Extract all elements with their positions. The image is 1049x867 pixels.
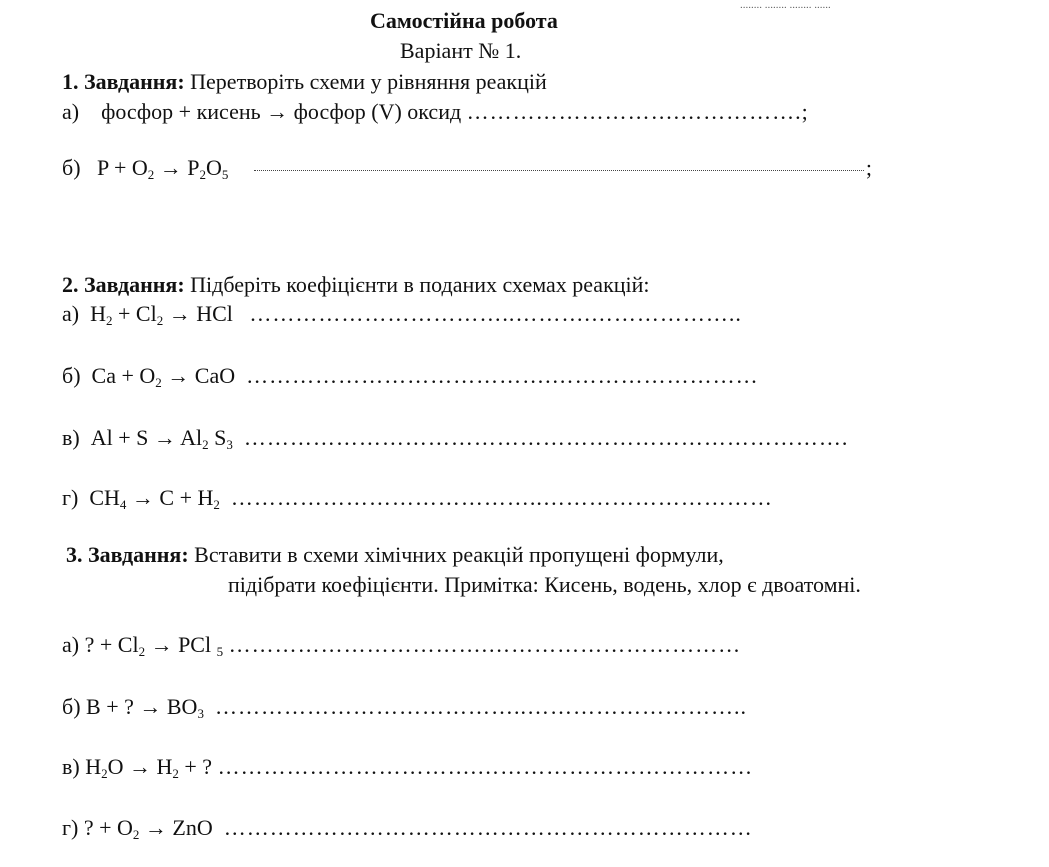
task1-b-label: б) (62, 155, 81, 180)
task2-heading: 2. Завдання: (62, 272, 185, 297)
top-note: ........ ........ ........ ...... (740, 0, 831, 11)
task2-c-formula: $Al + S \to Al_2$ $S_3$ (90, 425, 233, 452)
task3-a-formula: ? + $Cl_2$ → PCl $_5$ (84, 632, 224, 659)
task3-heading: 3. Завдання: (66, 542, 189, 567)
task1-b-dotted-line (254, 169, 864, 171)
task2-d-formula: $CH_4 \to C + H_2$ (89, 485, 220, 512)
page-title: Самостійна робота (370, 8, 558, 33)
task2-item-b: б) $Ca + O_2$ → CaO ………………………………….……………………… (62, 363, 759, 390)
task2-item-a: а) $H_2 + Cl_2$ → HCl ……………………………..……….……………….. (62, 301, 742, 328)
task3-item-b: б) B + ? → $BO_3$ …………………………………..……………………….. (62, 694, 747, 721)
task2-item-c: в) $Al + S \to Al_2$ $S_3$ ……………………………………………………………………. (62, 425, 849, 452)
task1-b-formula: $P + O_2 \to P_2O_5$ (97, 155, 229, 182)
task3-item-a: а) ? + $Cl_2$ → PCl $_5$ …………………………….…………………………… (62, 632, 742, 659)
task3-item-d: г) ? + $O_2$ → ZnO …………………………………………………………… (62, 815, 753, 842)
task2-a-formula: $H_2 + Cl_2$ → HCl (90, 301, 233, 328)
task3-c-formula: $H_2O \to H_2$ + ? (85, 754, 213, 781)
task1-item-b (62, 155, 873, 182)
task2-heading-line (62, 274, 650, 296)
task1-item-a (62, 101, 809, 123)
task1-heading: 1. Завдання: (62, 69, 185, 94)
task3-item-c: в) $H_2O \to H_2$ + ? …………………………….……………………………… (62, 754, 754, 781)
task3-text2: підібрати коефіцієнти. Примітка: Кисень, водень, хлор є двоатомні. (228, 572, 861, 597)
task1-a-scheme: фосфор + кисень → фосфор (V) оксид (101, 99, 462, 124)
task2-item-d: г) $CH_4 \to C + H_2$ …………………………………..………………………… (62, 485, 773, 512)
task3-d-formula: ? + $O_2$ → ZnO (83, 815, 213, 842)
task3-b-formula: B + ? → $BO_3$ (86, 694, 204, 721)
variant-label: Варіант № 1. (400, 38, 522, 63)
task2-b-formula: $Ca + O_2$ → CaO (91, 363, 236, 390)
task1-a-label: а) (62, 99, 80, 124)
task3-heading-line (66, 544, 724, 566)
task2-text: Підберіть коефіцієнти в поданих схемах реакцій: (184, 272, 650, 297)
task1-a-dots: ……………………….…………….; (466, 99, 809, 124)
task1-text: Перетворіть схеми у рівняння реакцій (184, 69, 547, 94)
task1-b-end: ; (865, 155, 873, 180)
task1-heading-line (62, 71, 547, 93)
task3-text: Вставити в схеми хімічних реакцій пропущені формули, (188, 542, 724, 567)
